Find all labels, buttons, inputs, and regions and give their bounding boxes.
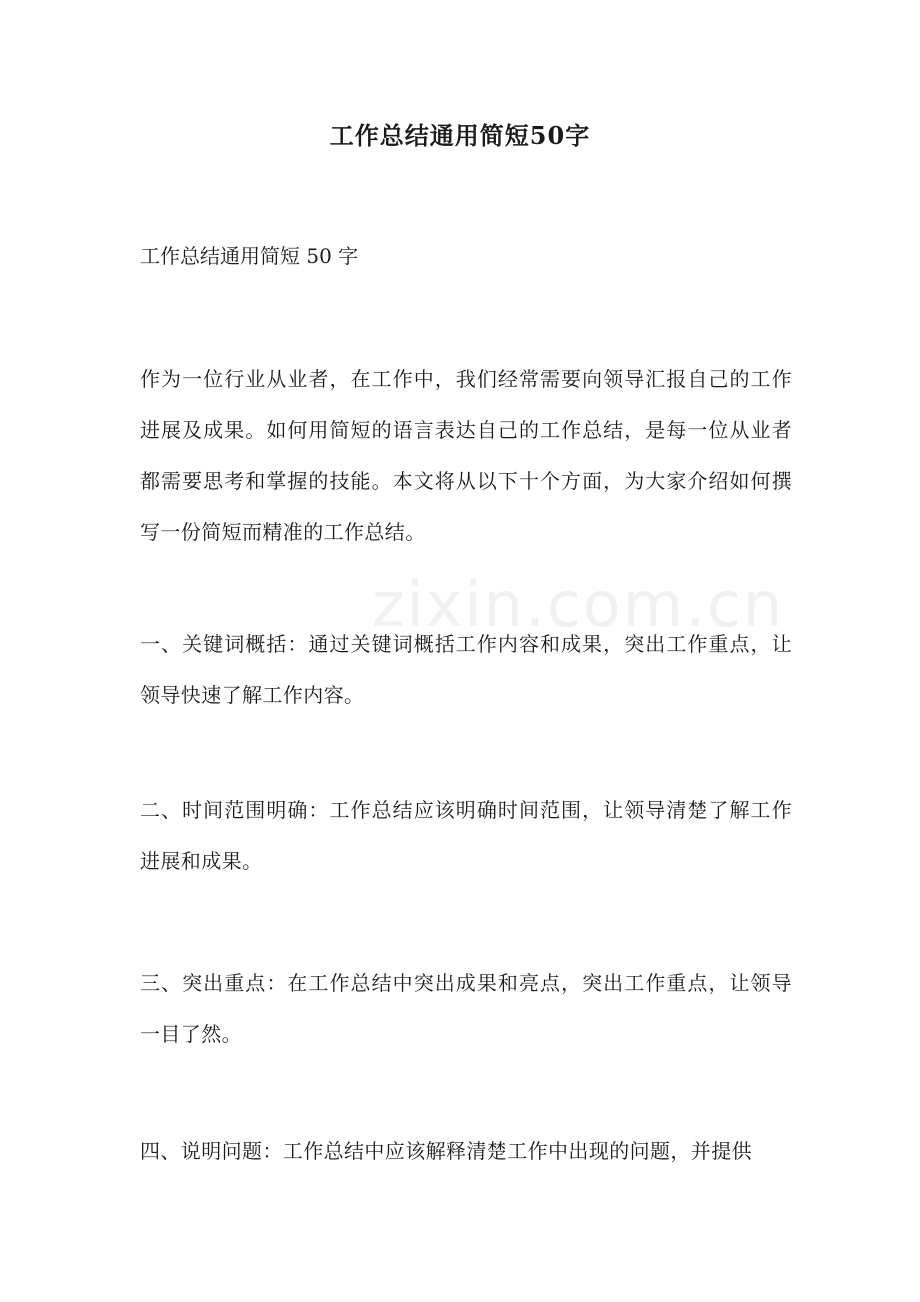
intro-paragraph: 作为一位行业从业者，在工作中，我们经常需要向领导汇报自己的工作进展及成果。如何用简短的语言表达自己的工作总结，是每一位从业者都需要思考和掌握的技能。本文将从以下十个方面，为大家介绍如何撰写一份简短而精准的工作总结。 xyxy=(140,367,792,544)
document-title: 工作总结通用简短50字 xyxy=(329,121,591,150)
section-2-paragraph: 二、时间范围明确：工作总结应该明确时间范围，让领导清楚了解工作进展和成果。 xyxy=(140,798,792,873)
section-3-paragraph: 三、突出重点：在工作总结中突出成果和亮点，突出工作重点，让领导一目了然。 xyxy=(140,971,792,1046)
section-4-paragraph: 四、说明问题：工作总结中应该解释清楚工作中出现的问题，并提供 xyxy=(140,1139,752,1163)
watermark: zixin.com.cn xyxy=(372,568,785,641)
document-subtitle: 工作总结通用简短 50 字 xyxy=(140,244,359,268)
section-1-paragraph: 一、关键词概括：通过关键词概括工作内容和成果，突出工作重点，让领导快速了解工作内容。 xyxy=(140,632,792,707)
